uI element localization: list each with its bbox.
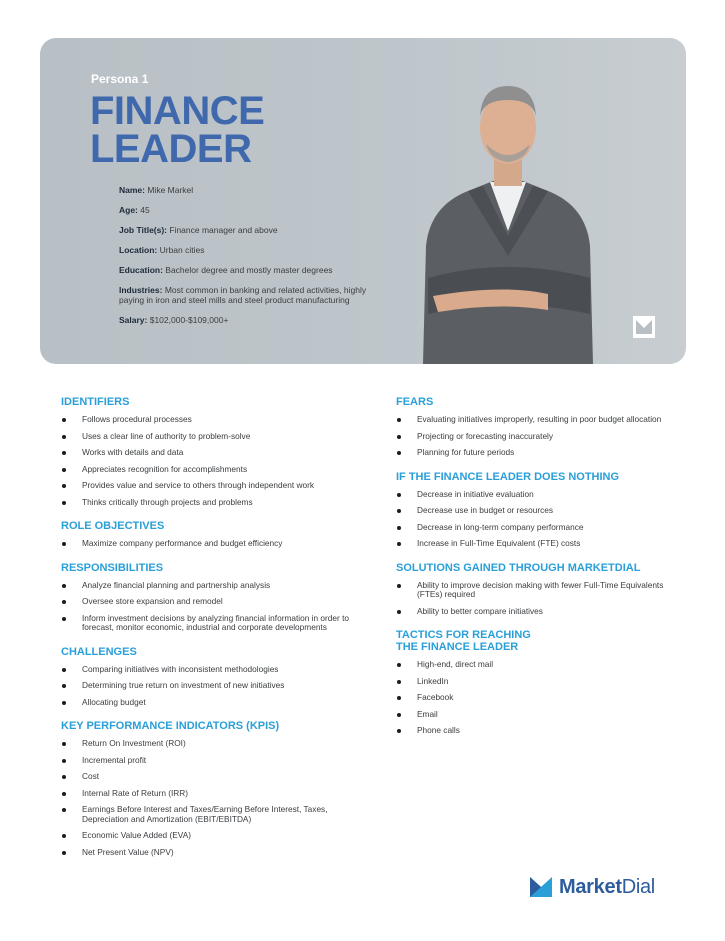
list-item: Comparing initiatives with inconsistent methodologies	[61, 665, 361, 675]
list-item: Thinks critically through projects and problems	[61, 498, 361, 508]
detail-industries: Industries: Most common in banking and related activities, highly paying in iron and steel mills and steel product manufacturing	[119, 285, 367, 305]
list-item: Decrease in initiative evaluation	[396, 490, 686, 500]
list-item: Ability to better compare initiatives	[396, 607, 686, 617]
list-item: Return On Investment (ROI)	[61, 739, 361, 749]
list-item: Internal Rate of Return (IRR)	[61, 789, 361, 799]
detail-job-titles: Job Title(s): Finance manager and above	[119, 225, 278, 235]
list-item: Economic Value Added (EVA)	[61, 831, 361, 841]
section-responsibilities	[61, 562, 361, 633]
list-item: High-end, direct mail	[396, 660, 686, 670]
persona-hero-card	[40, 38, 686, 364]
marketdial-logo-icon	[529, 875, 553, 899]
list-item: Determining true return on investment of new initiatives	[61, 681, 361, 691]
list-item: Appreciates recognition for accomplishments	[61, 465, 361, 475]
section-title	[396, 629, 686, 653]
section-identifiers	[61, 396, 361, 507]
left-column	[61, 396, 361, 870]
list-item: Follows procedural processes	[61, 415, 361, 425]
list-item: Facebook	[396, 693, 686, 703]
section-solutions	[396, 562, 686, 617]
section-title: KEY PERFORMANCE INDICATORS (KPIS)	[61, 720, 280, 732]
list-item: Email	[396, 710, 686, 720]
persona-tag: Persona 1	[91, 72, 149, 86]
list-item: Uses a clear line of authority to problem-solve	[61, 432, 361, 442]
section-title: RESPONSIBILITIES	[61, 561, 164, 574]
section-title: FEARS	[396, 396, 434, 408]
list-item: Ability to improve decision making with fewer Full-Time Equivalents (FTEs) required	[396, 581, 686, 600]
list-item: LinkedIn	[396, 677, 686, 687]
section-kpis	[61, 720, 361, 857]
section-role-objectives	[61, 520, 361, 549]
persona-title	[90, 89, 265, 171]
detail-name: Name: Mike Markel	[119, 185, 194, 195]
detail-location: Location: Urban cities	[119, 245, 205, 255]
marketdial-badge-icon	[633, 316, 655, 338]
list-item: Decrease in long-term company performance	[396, 523, 686, 533]
section-tactics	[396, 629, 686, 736]
list-item: Increase in Full-Time Equivalent (FTE) costs	[396, 539, 686, 549]
section-does-nothing	[396, 471, 686, 549]
list-item: Maximize company performance and budget efficiency	[61, 539, 361, 549]
detail-education: Education: Bachelor degree and mostly master degrees	[119, 265, 333, 275]
list-item: Analyze financial planning and partnership analysis	[61, 581, 361, 591]
section-title: CHALLENGES	[61, 645, 137, 658]
list-item: Net Present Value (NPV)	[61, 848, 361, 858]
list-item: Allocating budget	[61, 698, 361, 708]
section-title-line2: THE FINANCE LEADER	[396, 641, 519, 653]
section-title: IF THE FINANCE LEADER DOES NOTHING	[396, 470, 620, 483]
brand-name: MarketDial	[559, 875, 655, 898]
persona-title-line1: FINANCE	[90, 89, 265, 133]
section-title: IDENTIFIERS	[61, 396, 130, 408]
section-title-line1: TACTICS FOR REACHING	[396, 629, 531, 641]
list-item: Incremental profit	[61, 756, 361, 766]
section-challenges	[61, 646, 361, 708]
list-item: Evaluating initiatives improperly, resulting in poor budget allocation	[396, 415, 686, 425]
persona-photo	[408, 56, 608, 364]
section-fears	[396, 396, 686, 458]
section-title: ROLE OBJECTIVES	[61, 520, 165, 532]
marketdial-brand	[529, 875, 655, 899]
section-title: SOLUTIONS GAINED THROUGH MARKETDIAL	[396, 561, 641, 574]
detail-salary: Salary: $102,000-$109,000+	[119, 315, 229, 325]
list-item: Decrease use in budget or resources	[396, 506, 686, 516]
list-item: Inform investment decisions by analyzing financial information in order to forecast, monitor economic, industrial and corporate developments	[61, 614, 361, 633]
list-item: Planning for future periods	[396, 448, 686, 458]
list-item: Projecting or forecasting inaccurately	[396, 432, 686, 442]
list-item: Provides value and service to others through independent work	[61, 481, 361, 491]
detail-age: Age: 45	[119, 205, 150, 215]
persona-details	[119, 185, 369, 335]
right-column	[396, 396, 686, 749]
list-item: Phone calls	[396, 726, 686, 736]
list-item: Works with details and data	[61, 448, 361, 458]
list-item: Earnings Before Interest and Taxes/Earning Before Interest, Taxes, Depreciation and Amortization (EBIT/EBITDA)	[61, 805, 361, 824]
persona-title-line2: LEADER	[90, 127, 252, 171]
list-item: Oversee store expansion and remodel	[61, 597, 361, 607]
list-item: Cost	[61, 772, 361, 782]
